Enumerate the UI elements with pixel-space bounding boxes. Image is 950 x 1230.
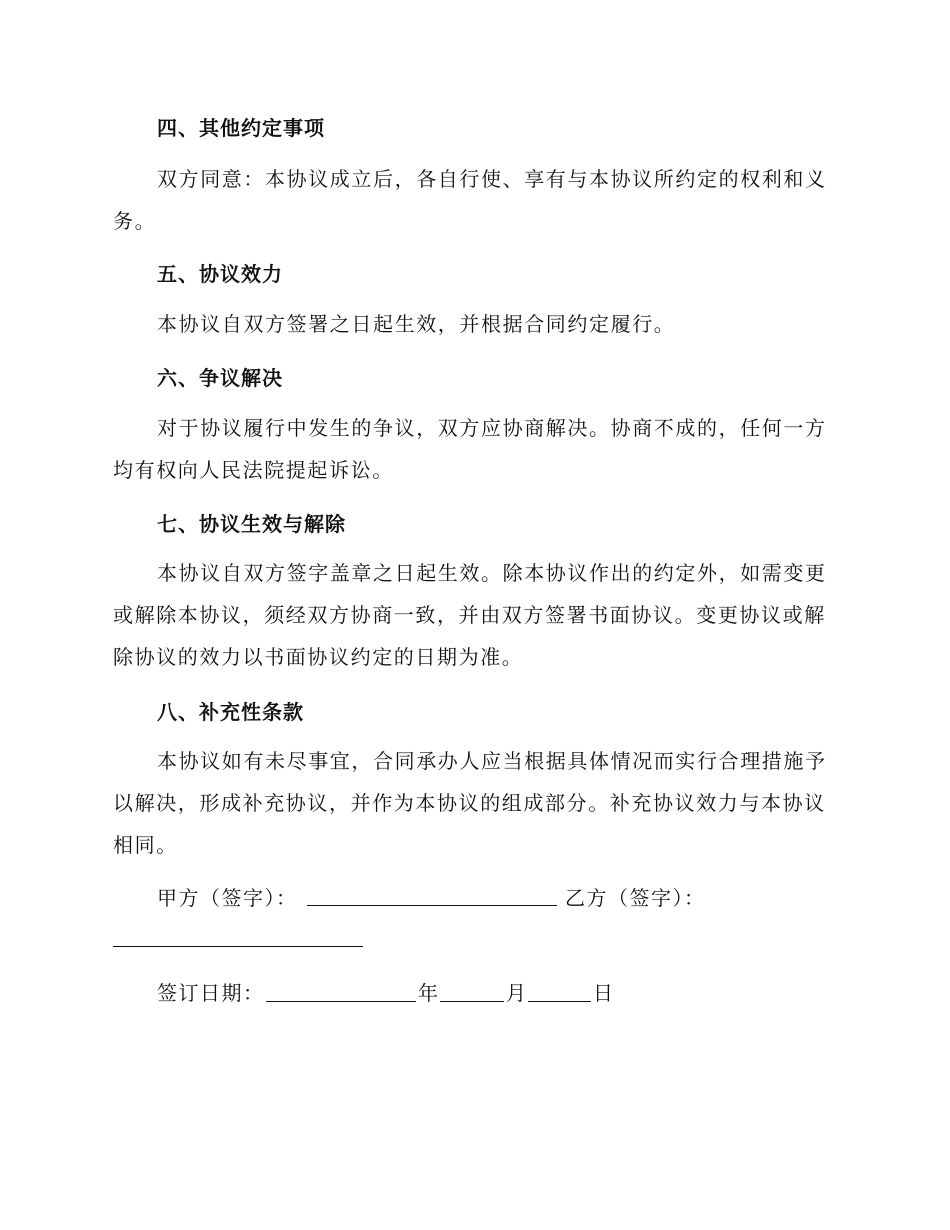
- section-heading-4: 四、其他约定事项: [157, 116, 325, 140]
- party-a-label: 甲方（签字）：: [157, 886, 298, 910]
- section-heading-7: 七、协议生效与解除: [157, 512, 346, 536]
- day-label: 日: [593, 981, 615, 1005]
- section-body-6: 对于协议履行中发生的争议，双方应协商解决。协商不成的，任何一方均有权向人民法院提起诉讼。: [113, 416, 827, 482]
- section-body-8: 本协议如有未尽事宜，合同承办人应当根据具体情况而实行合理措施予以解决，形成补充协议，并作为本协议的组成部分。补充协议效力与本协议相同。: [113, 749, 827, 857]
- section-body-4: 双方同意：本协议成立后，各自行使、享有与本协议所约定的权利和义务。: [113, 167, 827, 233]
- section-heading-5: 五、协议效力: [157, 262, 283, 286]
- month-label: 月: [506, 981, 528, 1005]
- party-b-signature-blank[interactable]: [113, 946, 363, 947]
- year-label: 年: [418, 981, 440, 1005]
- section-heading-8: 八、补充性条款: [157, 700, 304, 724]
- section-body-7: 本协议自双方签字盖章之日起生效。除本协议作出的约定外，如需变更或解除本协议，须经双方协商一致，并由双方签署书面协议。变更协议或解除协议的效力以书面协议约定的日期为准。: [113, 561, 827, 669]
- section-heading-6: 六、争议解决: [157, 366, 283, 390]
- section-body-5: 本协议自双方签署之日起生效，并根据合同约定履行。: [157, 312, 676, 336]
- date-day-blank[interactable]: [528, 1001, 591, 1002]
- date-month-blank[interactable]: [440, 1001, 504, 1002]
- date-label: 签订日期：: [157, 981, 265, 1005]
- party-b-label: 乙方（签字）：: [565, 886, 706, 910]
- party-a-signature-blank[interactable]: [307, 905, 557, 906]
- date-year-blank[interactable]: [266, 1001, 416, 1002]
